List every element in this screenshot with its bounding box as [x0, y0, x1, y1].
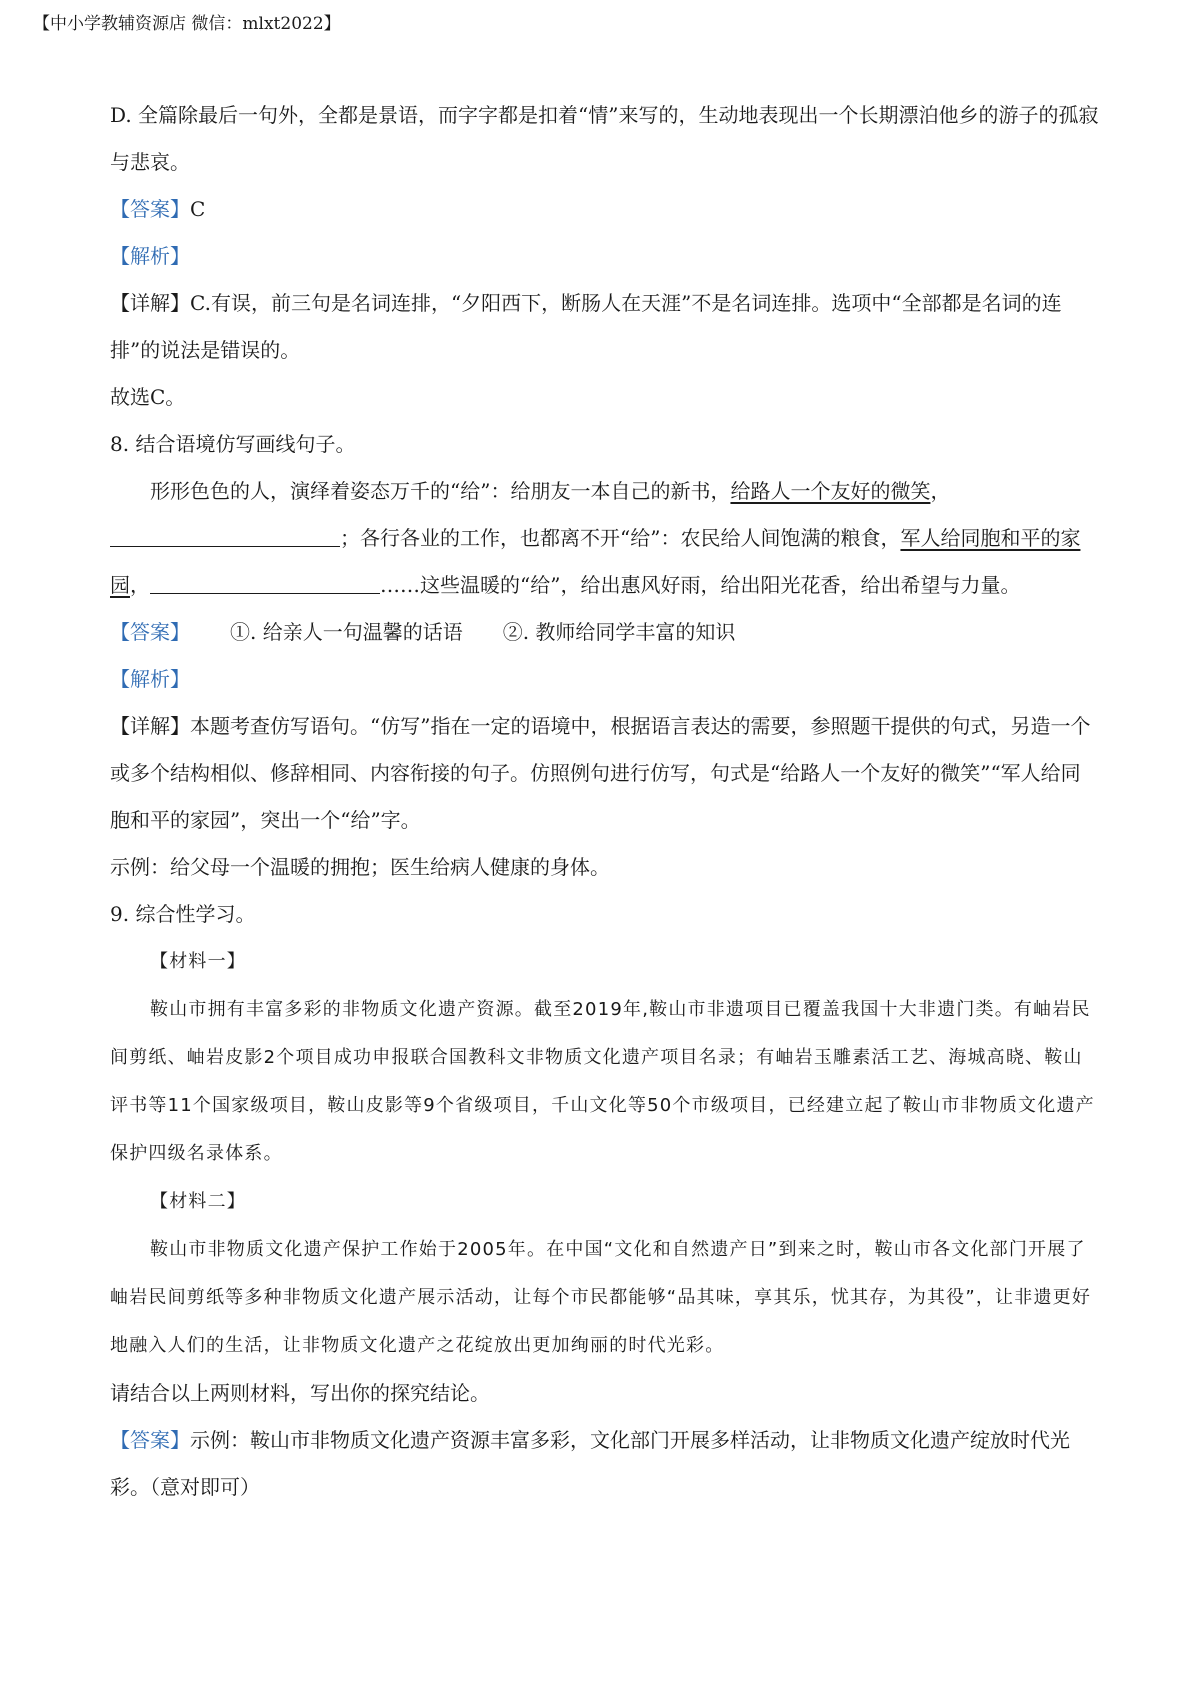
q8-underlined-sentence-1: 给路人一个友好的微笑 — [730, 479, 931, 503]
answer-tag: 【答案】 — [110, 620, 190, 644]
material-1-heading: 【材料一】 — [150, 951, 246, 972]
answer-tag: 【答案】 — [110, 197, 190, 221]
q7-answer-line — [110, 186, 1100, 233]
page-header: 【中小学教辅资源店 微信：mlxt2022】 — [33, 14, 341, 34]
q8-passage-part2: ， — [930, 479, 951, 503]
fill-blank-1[interactable] — [110, 522, 340, 547]
q8-passage-part3: ；各行各业的工作，也都离不开“给”：农民给人间饱满的粮食， — [340, 526, 901, 550]
q8-answer-2: ②. 教师给同学丰富的知识 — [502, 620, 736, 644]
q8-detail: 本题考查仿写语句。“仿写”指在一定的语境中，根据语言表达的需要，参照题干提供的句式，另造一个或多个结构相似、修辞相同、内容衔接的句子。仿照例句进行仿写，句式是“给路人一个友好的微笑”“军人给同胞和平的家园”，突出一个“给”字。 — [110, 714, 1091, 832]
q7-detail-line — [110, 280, 1100, 374]
q7-conclusion: 故选C。 — [110, 385, 186, 409]
analysis-tag: 【解析】 — [110, 667, 190, 691]
q8-passage-part5: ……这些温暖的“给”，给出惠风好雨，给出阳光花香，给出希望与力量。 — [380, 573, 1021, 597]
q7-analysis-line — [110, 233, 1100, 280]
q8-analysis-line — [110, 656, 1100, 703]
q7-option-d: D. 全篇除最后一句外，全都是景语，而字字都是扣着“情”来写的，生动地表现出一个长期漂泊他乡的游子的孤寂与悲哀。 — [110, 103, 1099, 174]
q9-answer-line — [110, 1417, 1100, 1511]
material-2-text: 鞍山市非物质文化遗产保护工作始于2005年。在中国“文化和自然遗产日”到来之时，鞍山市各文化部门开展了岫岩民间剪纸等多种非物质文化遗产展示活动，让每个市民都能够“品其味，享其乐，忧其存，为其役”，让非遗更好地融入人们的生活，让非物质文化遗产之花绽放出更加绚丽的时代光彩。 — [110, 1239, 1092, 1356]
q9-title: 9. 综合性学习。 — [110, 902, 256, 926]
q9-answer: 示例：鞍山市非物质文化遗产资源丰富多彩，文化部门开展多样活动，让非物质文化遗产绽放时代光彩。（意对即可） — [110, 1428, 1070, 1499]
q8-passage — [110, 468, 1100, 609]
q9-prompt: 请结合以上两则材料，写出你的探究结论。 — [110, 1381, 490, 1405]
q8-detail-line — [110, 703, 1100, 844]
fill-blank-2[interactable] — [150, 569, 380, 594]
document-body — [110, 92, 1100, 1511]
q8-passage-part4: ， — [130, 573, 150, 597]
q8-passage-part1: 形形色色的人，演绎着姿态万千的“给”：给朋友一本自己的新书， — [150, 479, 731, 503]
material-1-text: 鞍山市拥有丰富多彩的非物质文化遗产资源。截至2019年,鞍山市非遗项目已覆盖我国十大非遗门类。有岫岩民间剪纸、岫岩皮影2个项目成功申报联合国教科文非物质文化遗产项目名录；有岫岩玉雕素活工艺、海城高晓、鞍山评书等11个国家级项目，鞍山皮影等9个省级项目，千山文化等50个市级项目，已经建立起了鞍山市非物质文化遗产保护四级名录体系。 — [110, 999, 1095, 1164]
q8-example: 示例：给父母一个温暖的拥抱；医生给病人健康的身体。 — [110, 855, 610, 879]
q8-answer-1: ①. 给亲人一句温馨的话语 — [230, 620, 463, 644]
answer-tag: 【答案】 — [110, 1428, 190, 1452]
q8-answer-line — [110, 609, 1100, 656]
detail-tag: 【详解】 — [110, 714, 190, 738]
q7-detail: C.有误，前三句是名词连排，“夕阳西下，断肠人在天涯”不是名词连排。选项中“全部都是名词的连排”的说法是错误的。 — [110, 291, 1062, 362]
material-2-heading: 【材料二】 — [150, 1191, 246, 1212]
q7-answer: C — [190, 197, 206, 221]
detail-tag: 【详解】 — [110, 291, 190, 315]
analysis-tag: 【解析】 — [110, 244, 190, 268]
q8-underlined-sentence-2: 军人给同胞和平的家园 — [110, 526, 1081, 597]
q8-title: 8. 结合语境仿写画线句子。 — [110, 432, 356, 456]
